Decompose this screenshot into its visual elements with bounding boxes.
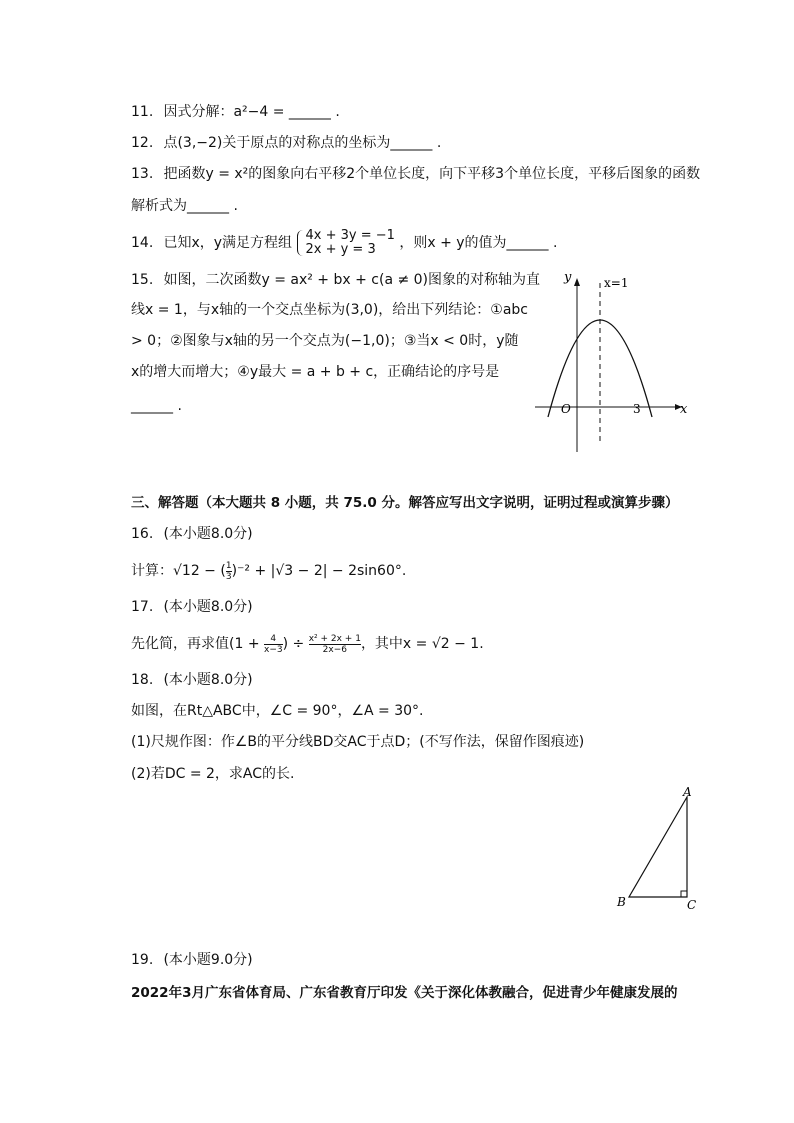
question-16-body [131, 558, 406, 584]
question-score: (本小题8.0分) [163, 599, 253, 615]
question-13-continued [131, 196, 238, 216]
question-19-line1: 2022年3月广东省体育局、广东省教育厅印发《关于深化体教融合，促进青少年健康发展的 [131, 985, 678, 1001]
question-18-line2: (1)尺规作图：作∠B的平分线BD交AC于点D；(不写作法，保留作图痕迹) [131, 734, 585, 750]
vertex-label-a: A [683, 785, 692, 799]
question-18-header [131, 670, 253, 690]
origin-label: O [561, 402, 571, 416]
question-number: 19. [131, 952, 154, 968]
question-text: 计算：√12 − ( [131, 563, 226, 579]
vertex-label-b: B [617, 895, 626, 909]
tick-label-3: 3 [633, 402, 641, 416]
fraction-numerator: x² + 2x + 1 [308, 633, 361, 644]
question-15-line4 [131, 362, 499, 382]
question-15-line5 [131, 396, 182, 416]
question-text: 点(3,−2)关于原点的对称点的坐标为______ . [163, 135, 442, 151]
question-text: ) ÷ [282, 636, 309, 652]
question-text: 把函数y = x²的图象向右平移2个单位长度，向下平移3个单位长度，平移后图象的函数 [163, 166, 701, 182]
question-text: 先化简，再求值(1 + [131, 636, 264, 652]
question-number: 11. [131, 104, 154, 120]
question-11 [131, 102, 340, 122]
question-text: > 0；②图象与x轴的另一个交点为(−1,0)；③当x < 0时，y随 [131, 333, 519, 349]
question-text: 解析式为______ . [131, 198, 238, 214]
question-18-line3: (2)若DC = 2，求AC的长. [131, 766, 295, 782]
parabola-figure [530, 265, 700, 455]
fraction-denominator: 2x−6 [309, 644, 361, 655]
question-score: (本小题9.0分) [163, 952, 253, 968]
question-17-header [131, 597, 253, 617]
y-axis-arrow [574, 278, 580, 286]
section-heading: 三、解答题（本大题共 8 小题，共 75.0 分。解答应写出文字说明，证明过程或演算步骤） [131, 495, 679, 511]
y-axis-label: y [564, 270, 572, 285]
question-18-line1: 如图，在Rt△ABC中，∠C = 90°，∠A = 30°. [131, 703, 424, 719]
question-score: (本小题8.0分) [163, 672, 253, 688]
question-text: ，则x + y的值为______ . [399, 235, 558, 251]
question-text: 因式分解：a²−4 = ______ . [163, 104, 340, 120]
question-text: x的增大而增大；④y最大 = a + b + c，正确结论的序号是 [131, 364, 500, 380]
fraction-numerator: 1 [225, 560, 232, 571]
symmetry-axis-label: x=1 [604, 276, 629, 290]
question-number: 13. [131, 166, 154, 182]
vertex-label-c: C [687, 898, 697, 912]
question-15-line2 [131, 300, 528, 320]
question-number: 15. [131, 272, 154, 288]
question-12 [131, 133, 441, 153]
question-19-header [131, 950, 253, 970]
question-number: 16. [131, 526, 154, 542]
fraction-denominator: x−3 [264, 644, 283, 655]
fraction [309, 634, 361, 655]
equation-1: 4x + 3y = −1 [305, 228, 395, 243]
question-15 [131, 270, 540, 290]
question-number: 14. [131, 235, 154, 251]
fraction-denominator: 3 [225, 571, 232, 582]
question-number: 17. [131, 599, 154, 615]
equation-2: 2x + y = 3 [305, 242, 376, 257]
question-14 [131, 228, 557, 258]
right-angle-mark [681, 891, 687, 897]
question-number: 12. [131, 135, 154, 151]
question-text: 线x = 1，与x轴的一个交点坐标为(3,0)，给出下列结论：①abc [131, 302, 529, 318]
fraction [264, 634, 283, 655]
question-score: (本小题8.0分) [163, 526, 253, 542]
question-13 [131, 164, 700, 184]
question-text: 如图，二次函数y = ax² + bx + c(a ≠ 0)图象的对称轴为直 [163, 272, 541, 288]
triangle-figure [605, 782, 705, 912]
x-axis-label: x [680, 402, 688, 417]
question-15-line3 [131, 331, 519, 351]
triangle-abc [629, 797, 687, 897]
question-text: ______ . [131, 398, 182, 414]
question-text: ，其中x = √2 − 1. [360, 636, 484, 652]
fraction-numerator: 4 [270, 633, 277, 644]
question-text: 已知x，y满足方程组 [163, 235, 293, 251]
equation-system [296, 229, 394, 257]
question-16-header [131, 524, 253, 544]
question-text: )⁻² + |√3 − 2| − 2sin60°. [231, 563, 407, 579]
question-17-body [131, 630, 484, 658]
question-number: 18. [131, 672, 154, 688]
